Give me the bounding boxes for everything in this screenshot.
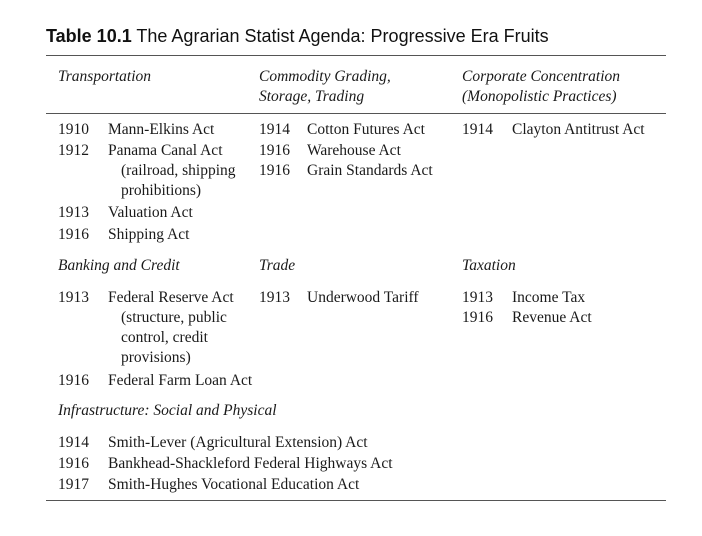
act-note: (structure, public	[121, 309, 227, 326]
year-cell: 1914	[462, 121, 493, 138]
header-rule	[46, 113, 666, 114]
bottom-rule	[46, 500, 666, 501]
year-cell: 1916	[58, 372, 89, 389]
heading-corporate-line2: (Monopolistic Practices)	[462, 88, 617, 105]
heading-taxation: Taxation	[462, 257, 516, 274]
year-cell: 1912	[58, 142, 89, 159]
year-cell: 1913	[259, 289, 290, 306]
year-cell: 1917	[58, 476, 89, 493]
year-cell: 1914	[259, 121, 290, 138]
year-cell: 1910	[58, 121, 89, 138]
table-number: Table 10.1	[46, 26, 132, 46]
act-name: Cotton Futures Act	[307, 121, 425, 138]
year-cell: 1916	[259, 162, 290, 179]
act-note: provisions)	[121, 349, 191, 366]
act-note: (railroad, shipping	[121, 162, 236, 179]
year-cell: 1916	[58, 226, 89, 243]
heading-infrastructure: Infrastructure: Social and Physical	[58, 402, 277, 419]
act-name: Clayton Antitrust Act	[512, 121, 645, 138]
year-cell: 1913	[462, 289, 493, 306]
act-name: Shipping Act	[108, 226, 190, 243]
heading-commodity-line2: Storage, Trading	[259, 88, 365, 105]
act-name: Smith-Lever (Agricultural Extension) Act	[108, 434, 368, 451]
act-name: Warehouse Act	[307, 142, 401, 159]
act-note: control, credit	[121, 329, 208, 346]
heading-banking: Banking and Credit	[58, 257, 180, 274]
act-name: Panama Canal Act	[108, 142, 223, 159]
year-cell: 1913	[58, 204, 89, 221]
act-name: Income Tax	[512, 289, 586, 306]
act-name: Valuation Act	[108, 204, 193, 221]
act-name: Federal Reserve Act	[108, 289, 234, 306]
act-name: Revenue Act	[512, 309, 592, 326]
heading-transportation: Transportation	[58, 68, 152, 85]
year-cell: 1916	[462, 309, 493, 326]
heading-trade: Trade	[259, 257, 296, 274]
year-cell: 1913	[58, 289, 89, 306]
top-rule	[46, 55, 666, 56]
year-cell: 1914	[58, 434, 89, 451]
year-cell: 1916	[259, 142, 290, 159]
table-title-text: The Agrarian Statist Agenda: Progressive Era Fruits	[136, 26, 549, 46]
act-name: Underwood Tariff	[307, 289, 419, 306]
act-note: prohibitions)	[121, 182, 202, 199]
table-title	[46, 26, 549, 47]
act-name: Federal Farm Loan Act	[108, 372, 253, 389]
act-name: Bankhead-Shackleford Federal Highways Act	[108, 455, 393, 472]
heading-corporate-line1: Corporate Concentration	[462, 68, 621, 85]
year-cell: 1916	[58, 455, 89, 472]
act-name: Grain Standards Act	[307, 162, 433, 179]
act-name: Smith-Hughes Vocational Education Act	[108, 476, 360, 493]
act-name: Mann-Elkins Act	[108, 121, 215, 138]
heading-commodity-line1: Commodity Grading,	[259, 68, 391, 85]
